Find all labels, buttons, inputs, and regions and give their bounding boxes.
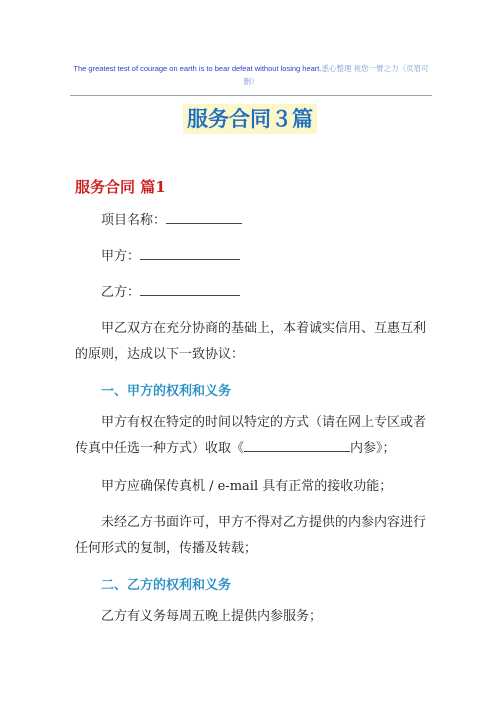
paragraph-a3: 未经乙方书面许可，甲方不得对乙方提供的内参内容进行任何形式的复制，传播及转载； xyxy=(75,515,427,556)
paragraph-b1: 乙方有义务每周五晚上提供内参服务； xyxy=(101,609,323,624)
project-name-field xyxy=(101,208,456,234)
paragraph-a1 xyxy=(75,410,430,462)
document-title-text: 服务合同３篇 xyxy=(183,104,317,134)
header-note: 悉心整理 祝您一臂之力（页眉可删） xyxy=(243,64,429,86)
document-title xyxy=(0,104,500,134)
party-b-blank xyxy=(140,281,240,296)
heading-party-a-rights: 一、甲方的权利和义务 xyxy=(101,384,232,399)
party-a-label: 甲方： xyxy=(101,249,141,264)
page-header xyxy=(70,62,432,88)
paragraph-a2: 甲方应确保传真机 / e-mail 具有正常的接收功能； xyxy=(101,479,393,494)
party-a-field xyxy=(101,244,456,270)
intro-paragraph: 甲乙双方在充分协商的基础上，本着诚实信用、互惠互利的原则，达成以下一致协议： xyxy=(75,321,427,362)
paragraph-a1-end: 内参》； xyxy=(350,441,396,456)
heading-party-b-rights: 二、乙方的权利和义务 xyxy=(101,578,232,593)
party-a-blank xyxy=(140,245,240,260)
project-name-blank xyxy=(166,209,242,224)
section-title: 服务合同 篇1 xyxy=(75,178,166,196)
header-divider xyxy=(70,95,432,96)
header-quote: The greatest test of courage on earth is to bear defeat without losing heart. xyxy=(73,64,322,73)
project-name-label: 项目名称： xyxy=(101,213,167,228)
paragraph-a1-start: 甲方有权在特定的时间以特定的方式（请在网上专区或者传真中任选一种方式）收取《 xyxy=(75,415,427,456)
party-b-label: 乙方： xyxy=(101,285,141,300)
party-b-field xyxy=(101,280,456,306)
paragraph-a1-blank xyxy=(244,437,350,452)
